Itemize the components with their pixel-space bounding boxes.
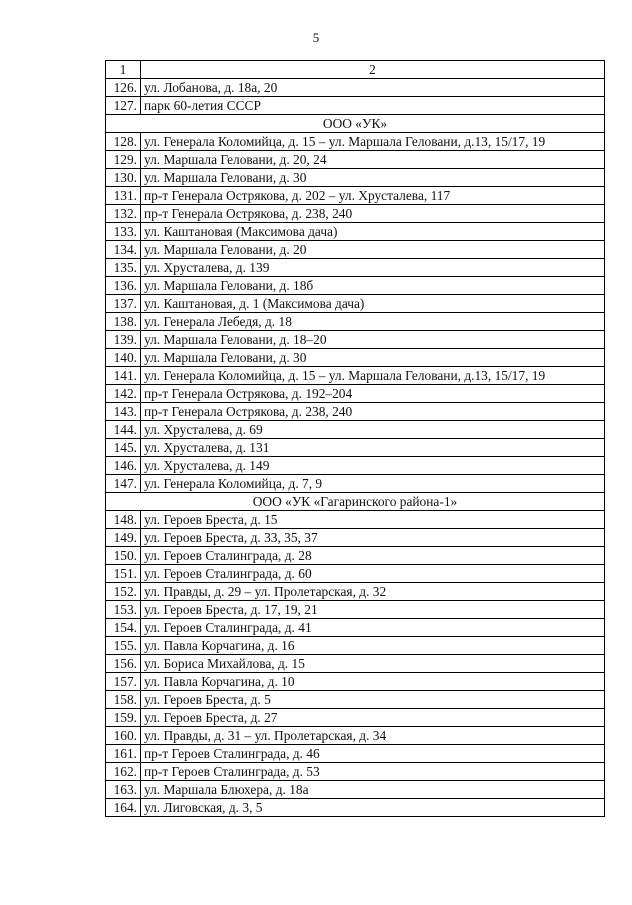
row-address: пр-т Генерала Острякова, д. 202 – ул. Хрусталева, 117	[141, 187, 605, 205]
table-row	[106, 223, 605, 241]
row-number: 142.	[106, 385, 141, 403]
table-row	[106, 547, 605, 565]
row-number: 128.	[106, 133, 141, 151]
header-col-2: 2	[141, 61, 605, 79]
section-title: ООО «УК «Гагаринского района-1»	[106, 493, 605, 511]
row-number: 129.	[106, 151, 141, 169]
table-row	[106, 601, 605, 619]
table-row	[106, 187, 605, 205]
table-row	[106, 367, 605, 385]
row-number: 162.	[106, 763, 141, 781]
row-address: ул. Генерала Лебедя, д. 18	[141, 313, 605, 331]
table-row	[106, 259, 605, 277]
row-number: 131.	[106, 187, 141, 205]
row-number: 161.	[106, 745, 141, 763]
row-address: ул. Маршала Геловани, д. 18б	[141, 277, 605, 295]
row-number: 160.	[106, 727, 141, 745]
row-address: ул. Героев Бреста, д. 27	[141, 709, 605, 727]
table-row	[106, 133, 605, 151]
row-address: ул. Героев Бреста, д. 17, 19, 21	[141, 601, 605, 619]
row-number: 156.	[106, 655, 141, 673]
table-row	[106, 79, 605, 97]
row-address: ул. Маршала Геловани, д. 30	[141, 349, 605, 367]
row-number: 158.	[106, 691, 141, 709]
row-address: ул. Маршала Геловани, д. 18–20	[141, 331, 605, 349]
row-address: ул. Героев Бреста, д. 15	[141, 511, 605, 529]
row-number: 141.	[106, 367, 141, 385]
header-col-1: 1	[106, 61, 141, 79]
table-row	[106, 673, 605, 691]
row-address: ул. Героев Сталинграда, д. 28	[141, 547, 605, 565]
row-address: пр-т Генерала Острякова, д. 238, 240	[141, 205, 605, 223]
row-address: ул. Маршала Геловани, д. 20, 24	[141, 151, 605, 169]
address-table	[105, 60, 605, 817]
row-address: пр-т Генерала Острякова, д. 238, 240	[141, 403, 605, 421]
table-row	[106, 691, 605, 709]
row-address: парк 60-летия СССР	[141, 97, 605, 115]
row-address: ул. Павла Корчагина, д. 16	[141, 637, 605, 655]
row-number: 147.	[106, 475, 141, 493]
row-address: ул. Лобанова, д. 18а, 20	[141, 79, 605, 97]
table-row	[106, 799, 605, 817]
row-address: ул. Маршала Геловани, д. 30	[141, 169, 605, 187]
table-row	[106, 295, 605, 313]
row-address: ул. Маршала Блюхера, д. 18а	[141, 781, 605, 799]
row-number: 137.	[106, 295, 141, 313]
row-number: 139.	[106, 331, 141, 349]
row-address: ул. Хрусталева, д. 149	[141, 457, 605, 475]
row-number: 134.	[106, 241, 141, 259]
table-row	[106, 205, 605, 223]
table-row	[106, 349, 605, 367]
row-number: 154.	[106, 619, 141, 637]
row-number: 136.	[106, 277, 141, 295]
row-address: ул. Павла Корчагина, д. 10	[141, 673, 605, 691]
table-row	[106, 331, 605, 349]
row-address: ул. Маршала Геловани, д. 20	[141, 241, 605, 259]
table-row	[106, 745, 605, 763]
row-address: ул. Генерала Коломийца, д. 7, 9	[141, 475, 605, 493]
table-row	[106, 385, 605, 403]
row-number: 149.	[106, 529, 141, 547]
row-number: 127.	[106, 97, 141, 115]
row-number: 126.	[106, 79, 141, 97]
row-address: пр-т Героев Сталинграда, д. 46	[141, 745, 605, 763]
table-header-row	[106, 61, 605, 79]
row-address: ул. Героев Сталинграда, д. 60	[141, 565, 605, 583]
address-table-body	[106, 61, 605, 817]
table-row	[106, 151, 605, 169]
section-row	[106, 493, 605, 511]
table-row	[106, 709, 605, 727]
row-number: 145.	[106, 439, 141, 457]
row-number: 135.	[106, 259, 141, 277]
row-address: пр-т Героев Сталинграда, д. 53	[141, 763, 605, 781]
table-row	[106, 421, 605, 439]
row-number: 163.	[106, 781, 141, 799]
row-address: ул. Генерала Коломийца, д. 15 – ул. Маршала Геловани, д.13, 15/17, 19	[141, 367, 605, 385]
row-number: 144.	[106, 421, 141, 439]
row-number: 140.	[106, 349, 141, 367]
table-row	[106, 655, 605, 673]
table-row	[106, 583, 605, 601]
row-number: 157.	[106, 673, 141, 691]
row-address: ул. Хрусталева, д. 69	[141, 421, 605, 439]
section-row	[106, 115, 605, 133]
row-number: 143.	[106, 403, 141, 421]
table-row	[106, 97, 605, 115]
row-address: ул. Героев Бреста, д. 5	[141, 691, 605, 709]
row-number: 148.	[106, 511, 141, 529]
table-row	[106, 727, 605, 745]
row-number: 155.	[106, 637, 141, 655]
table-row	[106, 529, 605, 547]
row-number: 132.	[106, 205, 141, 223]
table-row	[106, 475, 605, 493]
row-address: ул. Каштановая (Максимова дача)	[141, 223, 605, 241]
table-row	[106, 277, 605, 295]
row-address: ул. Хрусталева, д. 139	[141, 259, 605, 277]
table-row	[106, 637, 605, 655]
table-row	[106, 169, 605, 187]
row-address: ул. Лиговская, д. 3, 5	[141, 799, 605, 817]
row-number: 152.	[106, 583, 141, 601]
row-address: ул. Хрусталева, д. 131	[141, 439, 605, 457]
section-title: ООО «УК»	[106, 115, 605, 133]
row-address: ул. Правды, д. 31 – ул. Пролетарская, д. 34	[141, 727, 605, 745]
row-number: 133.	[106, 223, 141, 241]
row-address: ул. Бориса Михайлова, д. 15	[141, 655, 605, 673]
row-number: 150.	[106, 547, 141, 565]
row-address: ул. Правды, д. 29 – ул. Пролетарская, д. 32	[141, 583, 605, 601]
table-row	[106, 457, 605, 475]
row-address: ул. Героев Сталинграда, д. 41	[141, 619, 605, 637]
table-row	[106, 403, 605, 421]
row-number: 151.	[106, 565, 141, 583]
table-row	[106, 781, 605, 799]
table-row	[106, 619, 605, 637]
table-row	[106, 763, 605, 781]
row-address: ул. Генерала Коломийца, д. 15 – ул. Маршала Геловани, д.13, 15/17, 19	[141, 133, 605, 151]
row-number: 146.	[106, 457, 141, 475]
row-number: 130.	[106, 169, 141, 187]
row-number: 153.	[106, 601, 141, 619]
table-row	[106, 565, 605, 583]
table-row	[106, 241, 605, 259]
page-number: 5	[312, 30, 320, 45]
row-address: пр-т Генерала Острякова, д. 192–204	[141, 385, 605, 403]
row-number: 138.	[106, 313, 141, 331]
table-row	[106, 313, 605, 331]
row-address: ул. Каштановая, д. 1 (Максимова дача)	[141, 295, 605, 313]
row-address: ул. Героев Бреста, д. 33, 35, 37	[141, 529, 605, 547]
table-row	[106, 511, 605, 529]
row-number: 164.	[106, 799, 141, 817]
row-number: 159.	[106, 709, 141, 727]
table-row	[106, 439, 605, 457]
